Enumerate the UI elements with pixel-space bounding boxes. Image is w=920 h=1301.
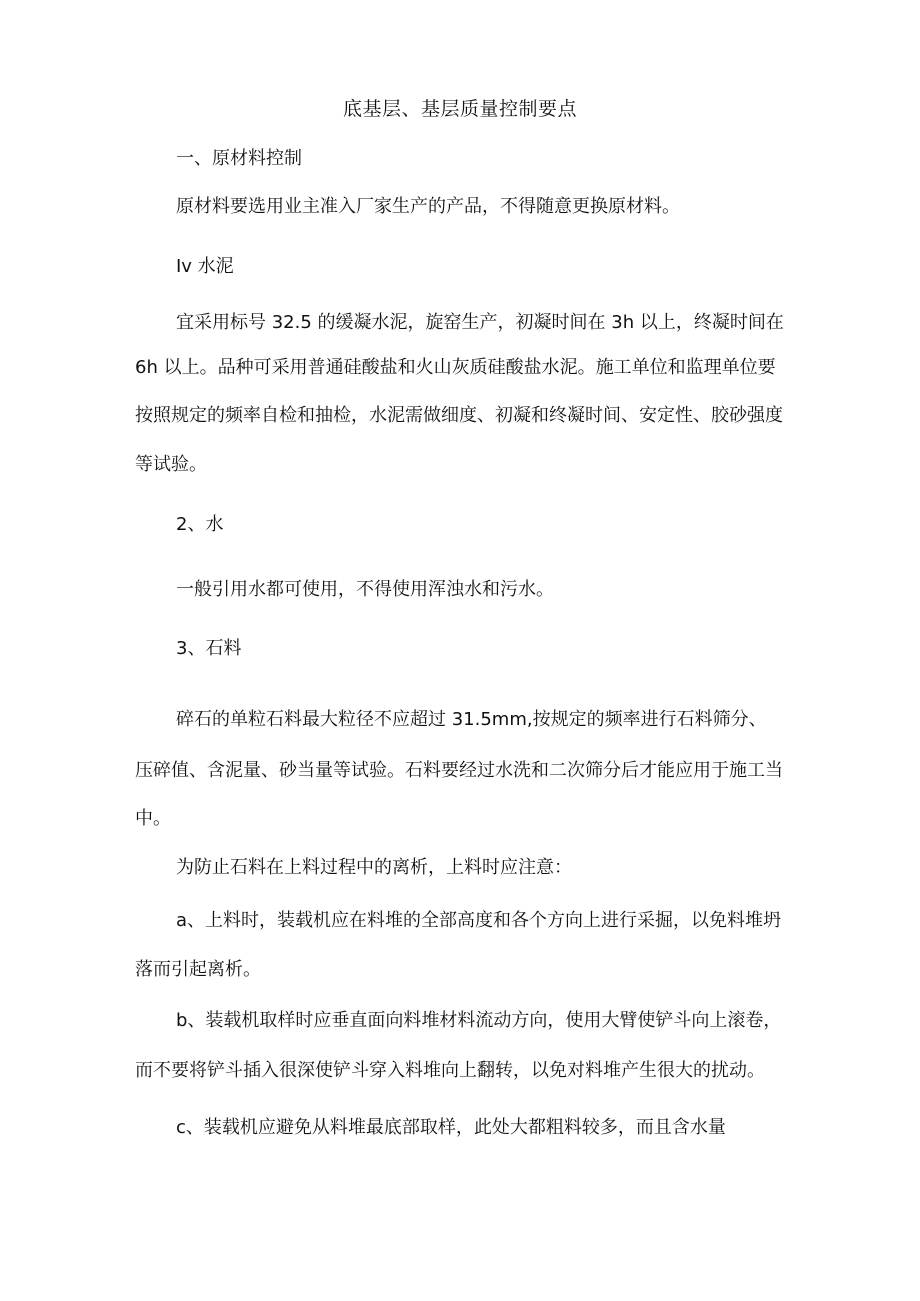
subheading-stone: 3、石料 — [176, 638, 242, 659]
subheading-cement: Iv 水泥 — [176, 256, 234, 277]
list-item-a-line-2: 落而引起离析。 — [135, 959, 261, 980]
paragraph-stone-line-2: 压碎值、含泥量、砂当量等试验。石料要经过水洗和二次筛分后才能应用于施工当 — [135, 760, 783, 781]
paragraph-cement-line-4: 等试验。 — [135, 454, 207, 475]
paragraph-stone-line-3: 中。 — [135, 808, 171, 829]
subheading-water: 2、水 — [176, 514, 224, 535]
list-item-a-line-1: a、上料时，装载机应在料堆的全部高度和各个方向上进行采掘，以免料堆坍 — [176, 910, 782, 931]
list-item-c-line-1: c、装载机应避免从料堆最底部取样，此处大都粗料较多，而且含水量 — [176, 1117, 726, 1138]
paragraph-raw-materials-intro: 原材料要选用业主准入厂家生产的产品，不得随意更换原材料。 — [176, 196, 680, 217]
paragraph-stone-line-1: 碎石的单粒石料最大粒径不应超过 31.5mm,按规定的频率进行石料筛分、 — [176, 709, 767, 730]
paragraph-cement-line-1: 宜采用标号 32.5 的缓凝水泥，旋窑生产，初凝时间在 3h 以上，终凝时间在 — [176, 312, 784, 333]
paragraph-cement-line-2: 6h 以上。品种可采用普通硅酸盐和火山灰质硅酸盐水泥。施工单位和监理单位要 — [135, 357, 776, 378]
section-heading-raw-materials: 一、原材料控制 — [176, 148, 302, 169]
paragraph-cement-line-3: 按照规定的频率自检和抽检，水泥需做细度、初凝和终凝时间、安定性、胶砂强度 — [135, 405, 783, 426]
list-item-b-line-1: b、装载机取样时应垂直面向料堆材料流动方向，使用大臂使铲斗向上滚卷， — [176, 1010, 782, 1031]
paragraph-water: 一般引用水都可使用，不得使用浑浊水和污水。 — [176, 579, 554, 600]
document-title: 底基层、基层质量控制要点 — [342, 98, 577, 120]
paragraph-segregation-intro: 为防止石料在上料过程中的离析，上料时应注意： — [176, 857, 572, 878]
list-item-b-line-2: 而不要将铲斗插入很深使铲斗穿入料堆向上翻转，以免对料堆产生很大的扰动。 — [135, 1060, 765, 1081]
